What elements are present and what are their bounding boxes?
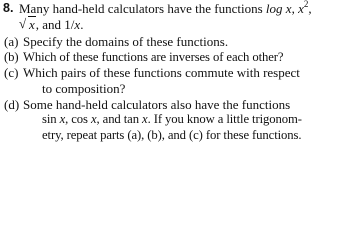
problem-stem-line-2: √ x, and 1/x. [19,15,84,32]
problem-number: 8. [3,1,14,15]
part-a [3,34,347,50]
part-d-continuation-1: sin x, cos x, and tan x. If you know a little trigonom- [42,112,302,127]
radical-sign: √ [19,15,27,31]
part-d-text-line-1: Some hand-held calculators also have the functions [23,96,291,112]
part-d-text-line-3: etry, repeat parts (a), (b), and (c) for these functions. [42,127,302,142]
part-a-label: (a) [4,34,19,50]
part-a-text: Specify the domains of these functions. [23,34,229,50]
part-b-label: (b) [4,49,19,64]
part-c-text-line-2: to composition? [42,80,126,96]
part-c-continuation [3,81,347,97]
part-c-label: (c) [4,65,19,81]
part-d-label: (d) [4,96,20,112]
part-d [3,97,347,113]
part-d-continuation-2 [3,128,347,144]
problem-stem-line-1: 8. Many hand-held calculators have the functions log x, $x^2$, [3,0,312,16]
part-c [3,65,347,81]
part-b [3,50,347,66]
part-c-text-line-1: Which pairs of these functions commute with respect [23,65,300,81]
sqrt-x-expression: √ x [19,15,35,32]
exercise-8 [3,1,347,143]
part-b-text: Which of these functions are inverses of each other? [23,49,284,64]
